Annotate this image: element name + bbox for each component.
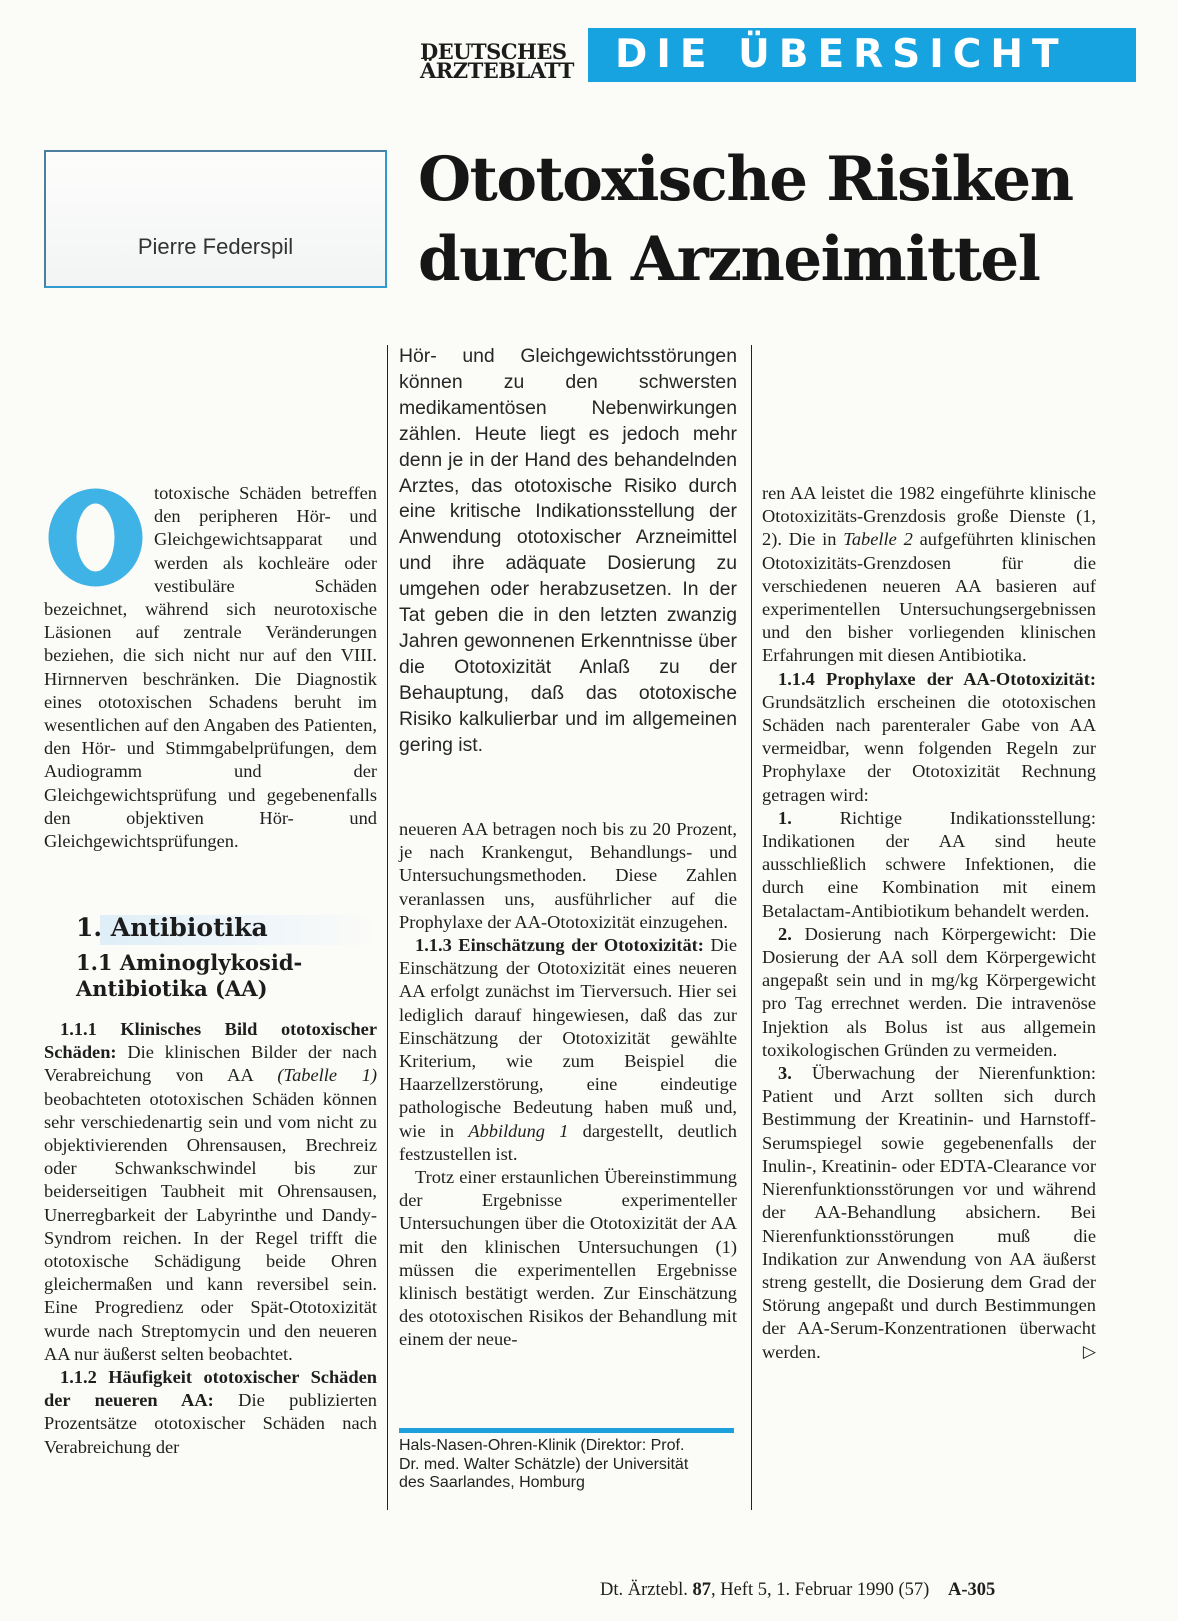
subsection-heading-line1: 1.1 Aminoglykosid- [76, 950, 303, 975]
col3-rule-1: 1. Richtige Indikationsstellung: Indikationen der AA sind heute ausschließlich schwere Infektionen, die durch eine Kombination mit einem Betalactam-Antibiotikum behandelt werden. [762, 807, 1096, 921]
continue-arrow-icon: ▷ [1082, 1341, 1096, 1362]
column-3 [762, 482, 1096, 1364]
col1-section-112: 1.1.2 Häufigkeit ototoxischer Schäden der neueren AA: Die publizierten Prozentsätze ototoxischer Schäden nach Verabreichung der [44, 1367, 377, 1457]
column-1 [44, 482, 377, 853]
col1-section-111: 1.1.1 Klinisches Bild ototoxischer Schäden: Die klinischen Bilder der nach Verabreichung von AA (Tabelle 1) beobachteten ototoxischen Schäden können sehr verschiedenartig sein und vom nicht zu objektivierenden Ohrensausen, Brechreiz oder Schwankschwindel bis zur beiderseitigen Taubheit mit Ohrensausen, Unerregbarkeit der Labyrinthe und Dandy-Syndrom reichen. In der Regel trifft die ototoxische Schädigung beide Ohren gleichermaßen und kann reversibel sein. Eine Progredienz oder Spät-Ototoxizität wurde nach Streptomycin und den neueren AA nur äußerst selten beobachtet. [44, 1019, 378, 1364]
col1-paragraph-1: totoxische Schäden betreffen den peripheren Hör- und Gleichgewichtsapparat und werden als kochleäre oder vestibuläre Schäden bezeichnet, während sich neurotoxische Läsionen auf zentrale Veränderungen beziehen, die sich nicht nur auf den VIII. Hirnnerven beschränken. Die Diagnostik eines ototoxischen Schadens beruht im wesentlichen auf den Angaben des Patienten, den Hör- und Stimmgabelprüfungen, dem Audiogramm und der Gleichgewichtsprüfung und gegebenenfalls den objektiven Hör- und Gleichgewichtsprüfungen. [44, 483, 377, 852]
author-box [44, 150, 387, 288]
title-line2: durch Arzneimittel [418, 224, 1040, 295]
article-title [418, 140, 1153, 300]
page-footer [600, 1580, 1145, 1601]
subsection-heading-line2: Antibiotika (AA) [76, 976, 268, 1001]
col3-rule-3: 3. Überwachung der Nierenfunktion: Patient und Arzt sollten sich durch Bestimmung der Kreatinin- und Harnstoff-Serumspiegel sowie gegebenenfalls der Inulin-, Kreatinin- oder EDTA-Clearance vor Nierenfunktionsstörungen vor und während der AA-Behandlung absichern. Bei Nierenfunktionsstörungen muß die Indikation zur Anwendung von AA äußerst streng gestellt, die Dosierung dem Grad der Störung angepaßt und durch Bestimmungen der AA-Serum-Konzentrationen überwacht werden. ▷ [762, 1062, 1096, 1364]
col3-rule-2: 2. Dosierung nach Körpergewicht: Die Dosierung der AA soll dem Körpergewicht angepaßt sein und in mg/kg Körpergewicht pro Tag errechnet werden. Die intravenöse Injektion als Bolus ist aus allgemein toxikologischen Gründen zu vermeiden. [762, 923, 1096, 1060]
col3-section-114: 1.1.4 Prophylaxe der AA-Ototoxizität: Grundsätzlich erscheinen die ototoxischen Schäden nach parenteraler Gabe von AA vermeidbar, wenn folgenden Regeln zur Prophylaxe der Ototoxizität Rechnung getragen wird: [762, 668, 1096, 805]
author-name: Pierre Federspil [137, 234, 294, 259]
col2-paragraph-2: Trotz einer erstaunlichen Übereinstimmung der Ergebnisse experimenteller Untersuchungen über die Ototoxizität der AA mit den klinischen Untersuchungen (1) müssen die experimentellen Ergebnisse klinisch bestätigt werden. Zur Einschätzung des ototoxischen Risikos der Behandlung mit einem der neue- [399, 1167, 737, 1350]
footer-page-number: A-305 [947, 1580, 996, 1600]
footer-journal: Dt. Ärztebl. [600, 1580, 688, 1600]
title-line1: Ototoxische Risiken [418, 144, 1073, 215]
column-1-lower [44, 1018, 377, 1459]
section-heading-antibiotika: 1. Antibiotika [76, 913, 268, 942]
col2-continuation: neueren AA betragen noch bis zu 20 Prozent, je nach Krankengut, Behandlungs- und Untersuchungsmethoden. Diese Zahlen veranlassen uns, ausführlicher auf die Prophylaxe der AA-Ototoxizität einzugehen. [399, 819, 737, 932]
publication-line1: DEUTSCHES [420, 39, 567, 64]
intro-paragraph: Hör- und Gleichgewichtsstörungen können zu den schwersten medikamentösen Nebenwirkungen zählen. Heute liegt es jedoch mehr denn je in der Hand des behandelnden Arztes, das ototoxische Risiko durch eine kritische Indikationsstellung der Anwendung ototoxischer Arzneimittel und ihre adäquate Dosierung zu umgehen oder herabzusetzen. In der Tat geben die in den letzten zwanzig Jahren gewonnenen Erkenntnisse über die Ototoxizität Anlaß zu der Behauptung, daß das ototoxische Risiko kalkulierbar und im allgemeinen gering ist. [399, 345, 737, 756]
dropcap-spacer [44, 482, 154, 597]
footer-volume: 87 [692, 1580, 711, 1600]
affiliation-rule [399, 1428, 734, 1433]
publication-logo [420, 39, 580, 83]
author-affiliation: Hals-Nasen-Ohren-Klinik (Direktor: Prof. Dr. med. Walter Schätzle) der Universität des Saarlandes, Homburg [399, 1437, 689, 1491]
footer-issue-date: , Heft 5, 1. Februar 1990 (57) [710, 1580, 930, 1600]
section-banner: DIE ÜBERSICHT [588, 28, 1136, 82]
col3-continuation: ren AA leistet die 1982 eingeführte klinische Ototoxizitäts-Grenzdosis große Dienste (1, 2). Die in Tabelle 2 aufgeführten klinischen Ototoxizitäts-Grenzdosen für die verschiedenen neueren AA basieren auf experimentellen Untersuchungsergebnissen und den bisher vorliegenden klinischen Erfahrungen mit diesen Antibiotika. [762, 483, 1096, 666]
col2-section-113: 1.1.3 Einschätzung der Ototoxizität: Die Einschätzung der Ototoxizität eines neueren AA erfolgt zunächst im Tierversuch. Hier sei lediglich darauf hingewiesen, daß das zur Einschätzung der Ototoxizität gewählte Kriterium, wie zum Beispiel die Haarzellzerstörung, eine eindeutige pathologische Bedeutung haben muß und, wie in Abbildung 1 dargestellt, deutlich festzustellen ist. [399, 935, 738, 1164]
publication-line2: ÄRZTEBLATT [420, 58, 574, 83]
column-rule-left [387, 345, 388, 1510]
column-2 [399, 818, 737, 1352]
subsection-heading-aminoglykosid [76, 950, 376, 1002]
column-rule-right [751, 345, 752, 1510]
